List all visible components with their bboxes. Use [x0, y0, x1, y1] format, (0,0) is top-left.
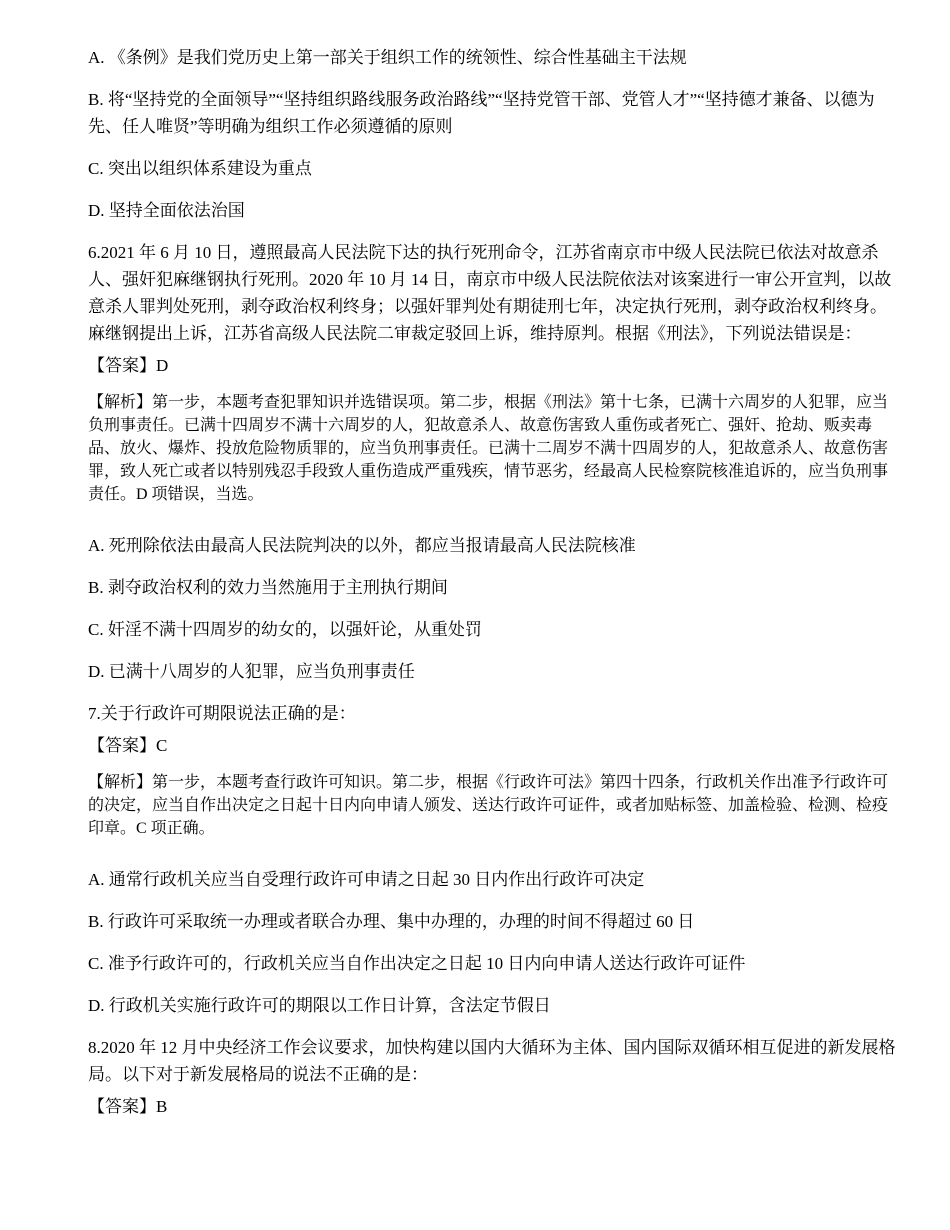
q6-option-d: D. 已满十八周岁的人犯罪，应当负刑事责任 — [88, 662, 415, 681]
q5-option-d: D. 坚持全面依法治国 — [88, 201, 245, 220]
q8-answer: 【答案】B — [88, 1097, 168, 1116]
q6-explanation: 【解析】第一步，本题考查犯罪知识并选错误项。第二步，根据《刑法》第十七条，已满十六周岁的人犯罪，应当负刑事责任。已满十四周岁不满十六周岁的人，犯故意杀人、故意伤害致人重伤或者死亡、强奸、抢劫、贩卖毒品、放火、爆炸、投放危险物质罪的，应当负刑事责任。已满十二周岁不满十四周岁的人，犯故意杀人、故意伤害罪，致人死亡或者以特别残忍手段致人重伤造成严重残疾，情节恶劣，经最高人民检察院核准追诉的，应当负刑事责任。D 项错误，当选。 — [88, 394, 889, 503]
q7-question: 7.关于行政许可期限说法正确的是： — [88, 704, 356, 723]
q7-option-b: B. 行政许可采取统一办理或者联合办理、集中办理的，办理的时间不得超过 60 日 — [88, 912, 695, 931]
q5-option-a: A. 《条例》是我们党历史上第一部关于组织工作的统领性、综合性基础主干法规 — [88, 48, 687, 67]
q6-option-b: B. 剥夺政治权利的效力当然施用于主刑执行期间 — [88, 578, 448, 597]
q6-option-a: A. 死刑除依法由最高人民法院判决的以外，都应当报请最高人民法院核准 — [88, 536, 636, 555]
q5-option-c: C. 突出以组织体系建设为重点 — [88, 159, 312, 178]
document-page — [88, 44, 900, 1132]
q7-option-a: A. 通常行政机关应当自受理行政许可申请之日起 30 日内作出行政许可决定 — [88, 870, 645, 889]
q7-option-d: D. 行政机关实施行政许可的期限以工作日计算，含法定节假日 — [88, 996, 551, 1015]
q7-option-c: C. 准予行政许可的，行政机关应当自作出决定之日起 10 日内向申请人送达行政许可证件 — [88, 954, 746, 973]
q8-question: 8.2020 年 12 月中央经济工作会议要求，加快构建以国内大循环为主体、国内国际双循环相互促进的新发展格局。以下对于新发展格局的说法不正确的是： — [88, 1038, 896, 1084]
q6-answer: 【答案】D — [88, 356, 169, 375]
q7-explanation: 【解析】第一步，本题考查行政许可知识。第二步，根据《行政许可法》第四十四条，行政机关作出准予行政许可的决定，应当自作出决定之日起十日内向申请人颁发、送达行政许可证件，或者加贴标签、加盖检验、检测、检疫印章。C 项正确。 — [88, 774, 889, 837]
q5-option-b: B. 将“坚持党的全面领导”“坚持组织路线服务政治路线”“坚持党管干部、党管人才”“坚持德才兼备、以德为先、任人唯贤”等明确为组织工作必须遵循的原则 — [88, 90, 875, 136]
q6-question: 6.2021 年 6 月 10 日，遵照最高人民法院下达的执行死刑命令，江苏省南京市中级人民法院已依法对故意杀人、强奸犯麻继钢执行死刑。2020 年 10 月 14 日，南京市中级人民法院依法对该案进行一审公开宣判，以故意杀人罪判处死刑，剥夺政治权利终身；以强奸罪判处有期徒刑七年，决定执行死刑，剥夺政治权利终身。麻继钢提出上诉，江苏省高级人民法院二审裁定驳回上诉，维持原判。根据《刑法》，下列说法错误是： — [88, 243, 892, 343]
q6-option-c: C. 奸淫不满十四周岁的幼女的，以强奸论，从重处罚 — [88, 620, 482, 639]
q7-answer: 【答案】C — [88, 736, 168, 755]
